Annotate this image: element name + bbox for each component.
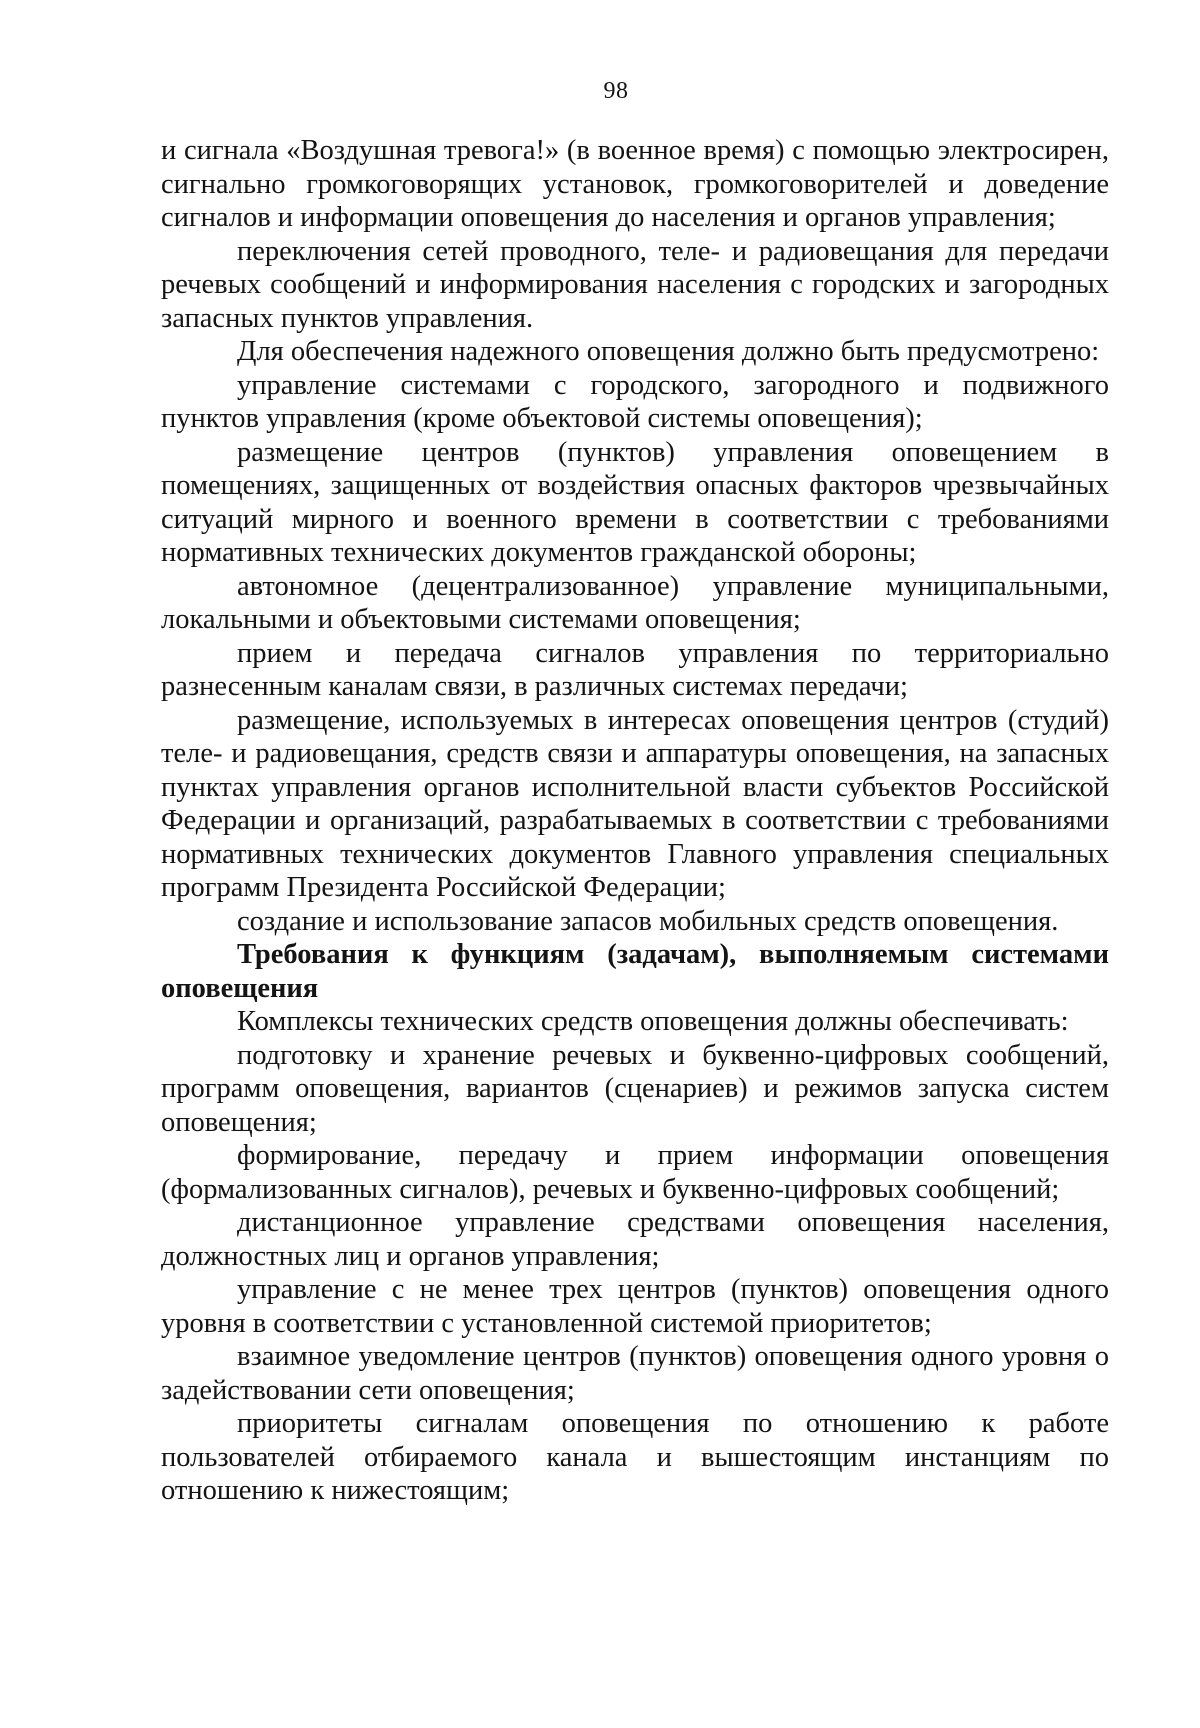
paragraph-remote-control: дистанционное управление средствами оповещения населения, должностных лиц и органов управления; bbox=[161, 1207, 1109, 1272]
paragraph-three-centers: управление с не менее трех центров (пунктов) оповещения одного уровня в соответствии с установленной системой приоритетов; bbox=[161, 1274, 1109, 1339]
paragraph-center-placement: размещение центров (пунктов) управления оповещением в помещениях, защищенных от воздействия опасных факторов чрезвычайных ситуаций мирного и военного времени в соответствии с требованиями нормативных технических документов гражданской обороны; bbox=[161, 436, 1109, 568]
paragraph-autonomous-control: автономное (децентрализованное) управление муниципальными, локальными и объектовыми системами оповещения; bbox=[161, 570, 1109, 635]
paragraph-mobile-reserves: создание и использование запасов мобильных средств оповещения. bbox=[237, 905, 1059, 937]
section-heading: Требования к функциям (задачам), выполняемым системами оповещения bbox=[161, 939, 1109, 1004]
paragraph-complexes-intro: Комплексы технических средств оповещения должны обеспечивать: bbox=[237, 1006, 1069, 1037]
paragraph-studio-placement: размещение, используемых в интересах оповещения центров (студий) теле- и радиовещания, средств связи и аппаратуры оповещения, на запасных пунктах управления органов исполнительной власти субъектов Российской Федерации и организаций, разрабатываемых в соответствии с требованиями нормативных технических документов Главного управления специальных программ Президента Российской Федерации; bbox=[161, 704, 1109, 903]
paragraph-control-points: управление системами с городского, загородного и подвижного пунктов управления (кроме объектовой системы оповещения); bbox=[161, 369, 1109, 434]
paragraph-signal-transmission: прием и передача сигналов управления по территориально разнесенным каналам связи, в различных системах передачи; bbox=[161, 637, 1109, 702]
paragraph-signal-priorities: приоритеты сигналам оповещения по отношению к работе пользователей отбираемого канала и вышестоящим инстанциям по отношению к нижестоящим; bbox=[161, 1408, 1109, 1506]
paragraph-reliability-intro: Для обеспечения надежного оповещения должно быть предусмотрено: bbox=[237, 336, 1100, 367]
paragraph-message-storage: подготовку и хранение речевых и буквенно-цифровых сообщений, программ оповещения, вариантов (сценариев) и режимов запуска систем оповещения; bbox=[161, 1039, 1109, 1138]
paragraph-broadcast-switching: переключения сетей проводного, теле- и радиовещания для передачи речевых сообщений и информирования населения с городских и загородных запасных пунктов управления. bbox=[161, 235, 1109, 334]
document-body bbox=[161, 134, 1109, 1508]
paragraph-formation-transmission: формирование, передачу и прием информации оповещения (формализованных сигналов), речевых и буквенно-цифровых сообщений; bbox=[161, 1140, 1109, 1205]
paragraph-mutual-notification: взаимное уведомление центров (пунктов) оповещения одного уровня о задействовании сети оповещения; bbox=[161, 1341, 1109, 1406]
paragraph-alarm-signal: и сигнала «Воздушная тревога!» (в военное время) с помощью электросирен, сигнально громкоговорящих установок, громкоговорителей и доведение сигналов и информации оповещения до населения и органов управления; bbox=[161, 135, 1109, 233]
page-number: 98 bbox=[603, 78, 629, 104]
